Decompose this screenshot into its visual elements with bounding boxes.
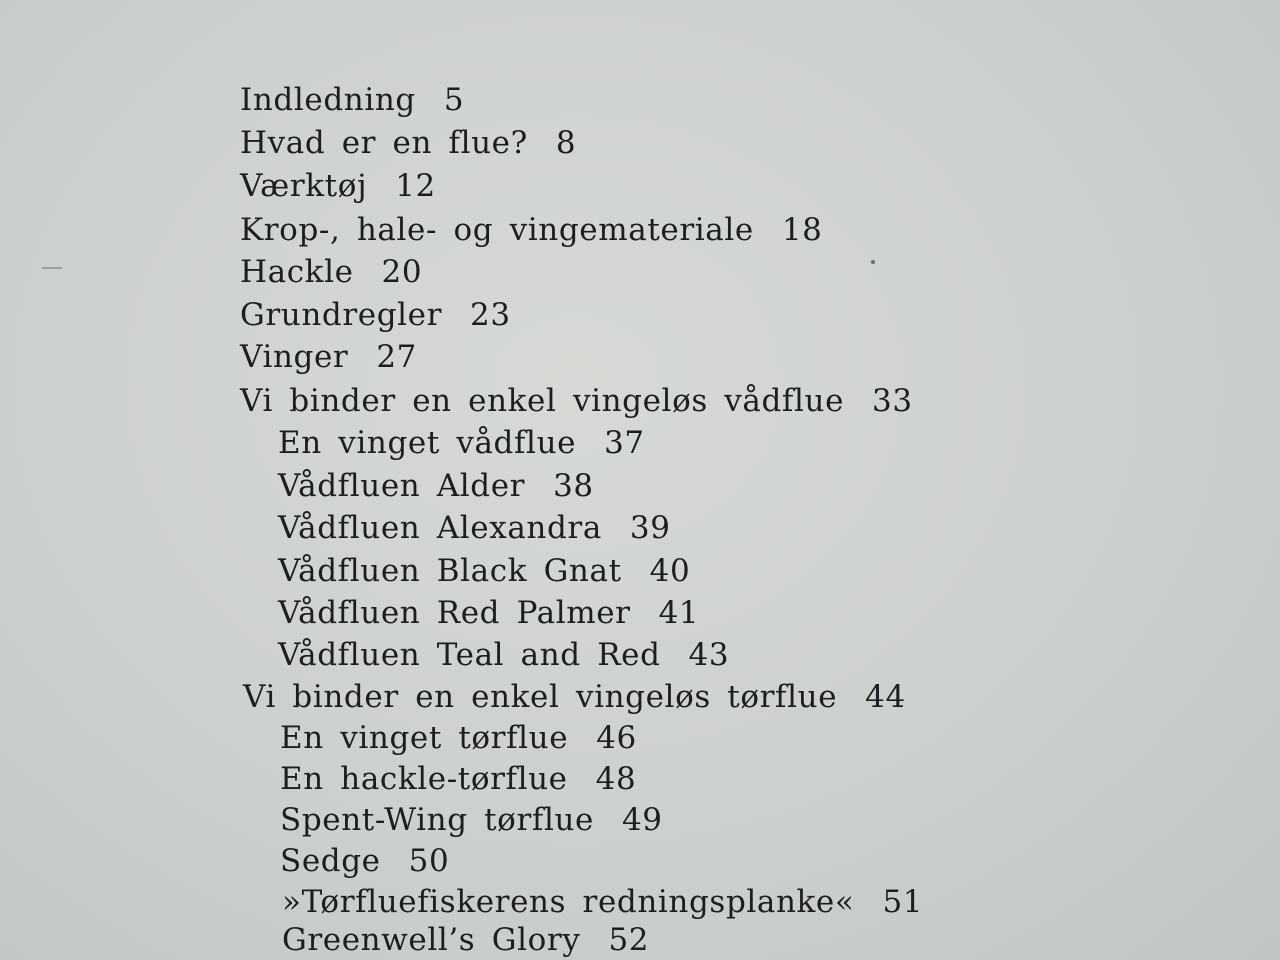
toc-entry-title: Vi binder en enkel vingeløs tørflue xyxy=(243,679,838,715)
toc-entry-page: 18 xyxy=(781,212,823,248)
toc-entry-title: Krop-, hale- og vingemateriale xyxy=(240,212,754,248)
toc-entry-red-palmer xyxy=(278,595,699,631)
toc-entry-title: »Tørfluefiskerens redningsplanke« xyxy=(282,884,855,920)
toc-entry-alexandra xyxy=(278,510,671,546)
toc-entry-hvad-er-en-flue xyxy=(240,125,576,161)
toc-entry-page: 51 xyxy=(882,884,924,920)
toc-entry-title: Vinger xyxy=(240,339,349,375)
toc-entry-page: 43 xyxy=(688,637,730,673)
toc-entry-title: Grundregler xyxy=(240,297,443,333)
toc-entry-page: 41 xyxy=(658,595,700,631)
toc-entry-teal-and-red xyxy=(278,637,729,673)
toc-entry-vinget-vaadflue xyxy=(278,425,645,461)
toc-entry-page: 52 xyxy=(608,922,650,958)
toc-entry-redningsplanke xyxy=(282,884,923,920)
toc-entry-title: Vådfluen Alder xyxy=(278,468,526,504)
toc-entry-indledning xyxy=(240,82,464,118)
toc-entry-page: 40 xyxy=(649,553,691,589)
toc-entry-black-gnat xyxy=(278,553,690,589)
toc-entry-page: 39 xyxy=(629,510,671,546)
toc-entry-page: 49 xyxy=(621,802,663,838)
toc-entry-title: Værktøj xyxy=(240,168,368,204)
toc-entry-vingeloes-toerflue xyxy=(243,679,906,715)
toc-entry-alder xyxy=(278,468,594,504)
toc-entry-page: 44 xyxy=(865,679,906,715)
toc-entry-krop-hale-vingemateriale xyxy=(240,212,822,248)
toc-entry-title: Vådfluen Alexandra xyxy=(278,510,602,546)
toc-entry-page: 38 xyxy=(553,468,594,504)
toc-entry-page: 48 xyxy=(595,761,637,797)
toc-entry-page: 46 xyxy=(596,720,637,756)
toc-entry-title: Vådfluen Black Gnat xyxy=(278,553,622,589)
toc-entry-page: 20 xyxy=(381,254,423,290)
toc-entry-greenwells-glory xyxy=(282,922,649,958)
toc-entry-page: 8 xyxy=(555,125,577,161)
paper-speck xyxy=(871,260,875,264)
toc-entry-page: 37 xyxy=(604,425,645,461)
toc-entry-title: En hackle-tørflue xyxy=(280,761,568,797)
toc-entry-page: 33 xyxy=(872,383,913,419)
toc-entry-page: 5 xyxy=(443,82,465,118)
toc-entry-page: 12 xyxy=(395,168,436,204)
toc-entry-title: Indledning xyxy=(240,82,416,118)
toc-entry-title: Sedge xyxy=(280,843,381,879)
toc-entry-vingeloes-vaadflue xyxy=(240,383,913,419)
toc-entry-vinget-toerflue xyxy=(280,720,637,756)
toc-entry-title: Hackle xyxy=(240,254,354,290)
toc-entry-grundregler xyxy=(240,297,511,333)
toc-entry-page: 27 xyxy=(376,339,417,375)
toc-entry-page: 50 xyxy=(408,843,450,879)
toc-entry-title: Spent-Wing tørflue xyxy=(280,802,594,838)
toc-entry-title: Vådfluen Teal and Red xyxy=(278,637,661,673)
toc-entry-vaerktoej xyxy=(240,168,436,204)
toc-entry-title: Vådfluen Red Palmer xyxy=(278,595,631,631)
toc-entry-page: 23 xyxy=(470,297,511,333)
toc-entry-hackle xyxy=(240,254,422,290)
toc-entry-hackle-toerflue xyxy=(280,761,636,797)
toc-entry-title: En vinget vådflue xyxy=(278,425,577,461)
toc-entry-title: Hvad er en flue? xyxy=(240,125,528,161)
toc-entry-title: En vinget tørflue xyxy=(280,720,569,756)
toc-entry-sedge xyxy=(280,843,449,879)
toc-entry-title: Vi binder en enkel vingeløs vådflue xyxy=(240,383,845,419)
toc-entry-vinger xyxy=(240,339,417,375)
paper-mark xyxy=(42,267,62,269)
toc-entry-spent-wing xyxy=(280,802,663,838)
toc-entry-title: Greenwell’s Glory xyxy=(282,922,581,958)
